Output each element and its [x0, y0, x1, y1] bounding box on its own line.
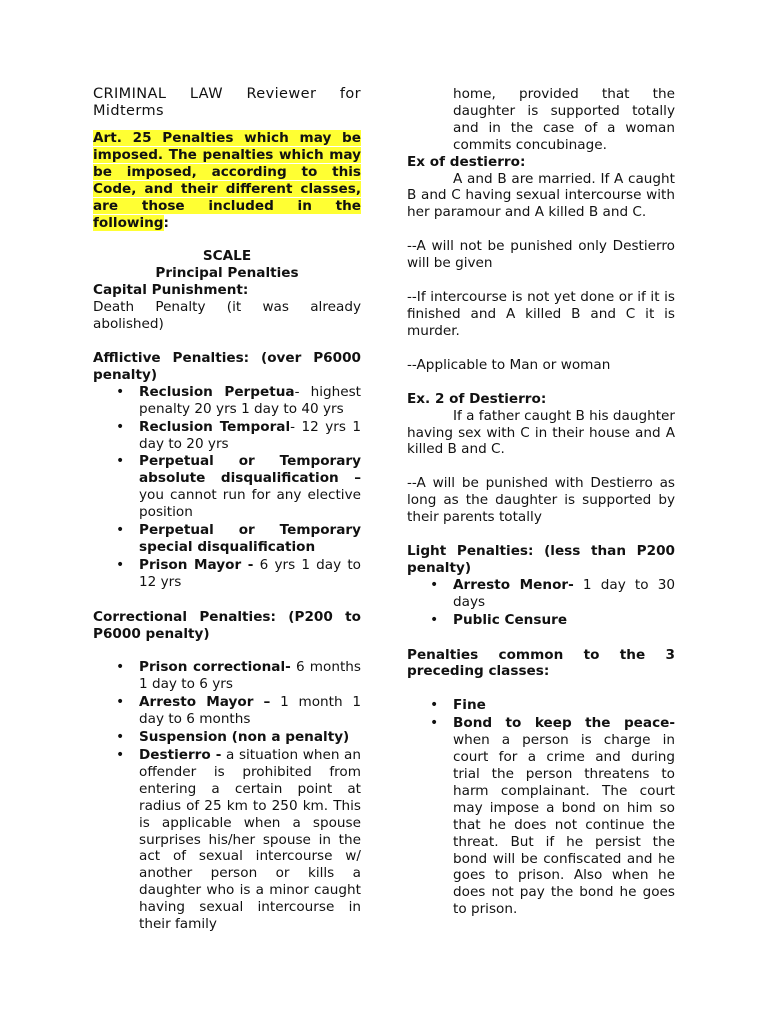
- list-item: • Perpetual or Temporary absolute disqualification – you cannot run for any elective position: [139, 453, 361, 521]
- ex2-text: If a father caught B his daughter having sex with C in their house and A killed B and C.: [407, 407, 675, 458]
- light-list: [407, 577, 675, 629]
- capital-text: Death Penalty (it was already abolished): [93, 299, 361, 333]
- list-item: • Bond to keep the peace- when a person is charge in court for a crime and during trial the person threatens to harm complainant. The court may impose a bond on him so that he does not continue the threat. But if he persist the bond will be confiscated and he goes to prison. Also when he does not pay the bond he goes to prison.: [453, 715, 675, 918]
- continued-text: home, provided that the daughter is supported totally and in the case of a woman commits concubinage.: [453, 86, 675, 153]
- art25-heading: Art. 25 Penalties which may be imposed. The penalties which may be imposed, according to this Code, and their different classes, are those included in the following:: [93, 130, 361, 231]
- correctional-list: [93, 659, 361, 933]
- capital-heading: Capital Punishment:: [93, 282, 249, 299]
- ex1-note-1: --A will not be punished only Destierro will be given: [407, 238, 675, 272]
- ex1-text: A and B are married. If A caught B and C having sexual intercourse with her paramour and A killed B and C.: [407, 170, 675, 221]
- light-heading: Light Penalties: (less than P200 penalty): [407, 543, 675, 576]
- scale-heading: SCALE: [202, 248, 252, 265]
- correctional-heading: Correctional Penalties: (P200 to P6000 penalty): [93, 608, 361, 642]
- list-item: • Perpetual or Temporary special disqualification: [139, 522, 361, 556]
- list-item: • Public Censure: [453, 612, 675, 629]
- ex2-heading: Ex. 2 of Destierro:: [407, 390, 547, 407]
- list-item: • Destierro - a situation when an offender is prohibited from entering a certain point at radius of 25 km to 250 km. This is applicable when a spouse surprises his/her spouse in the act of sexual intercourse w/ another person or kills a daughter who is a minor caught having sexual intercourse in their family: [139, 747, 361, 933]
- art25-highlight: Art. 25 Penalties which may be imposed. The penalties which may be imposed, according to this Code, and their different classes, are those included in the following: [93, 130, 361, 231]
- list-item: • Arresto Mayor – 1 month 1 day to 6 months: [139, 694, 361, 728]
- afflictive-heading: Afflictive Penalties: (over P6000 penalty): [93, 349, 361, 383]
- left-column: [93, 86, 361, 934]
- common-heading: Penalties common to the 3 preceding classes:: [407, 646, 675, 680]
- list-item: • Fine: [453, 697, 675, 714]
- ex1-note-3: --Applicable to Man or woman: [407, 356, 611, 373]
- list-item: • Prison Mayor - 6 yrs 1 day to 12 yrs: [139, 557, 361, 591]
- principal-heading: Principal Penalties: [155, 265, 299, 282]
- list-item: • Reclusion Temporal- 12 yrs 1 day to 20 yrs: [139, 419, 361, 453]
- right-column: [407, 86, 675, 919]
- list-item: • Reclusion Perpetua- highest penalty 20 yrs 1 day to 40 yrs: [139, 384, 361, 418]
- ex1-heading: Ex of destierro:: [407, 153, 526, 170]
- afflictive-list: [93, 384, 361, 591]
- list-item: • Arresto Menor- 1 day to 30 days: [453, 577, 675, 611]
- ex2-note-1: --A will be punished with Destierro as long as the daughter is supported by their parents totally: [407, 475, 675, 526]
- document-title: CRIMINAL LAW Reviewer for Midterms: [93, 86, 361, 119]
- ex1-note-2: --If intercourse is not yet done or if it is finished and A killed B and C it is murder.: [407, 289, 675, 339]
- list-item: • Suspension (non a penalty): [139, 729, 361, 746]
- common-list: [407, 697, 675, 918]
- list-item: • Prison correctional- 6 months 1 day to 6 yrs: [139, 659, 361, 693]
